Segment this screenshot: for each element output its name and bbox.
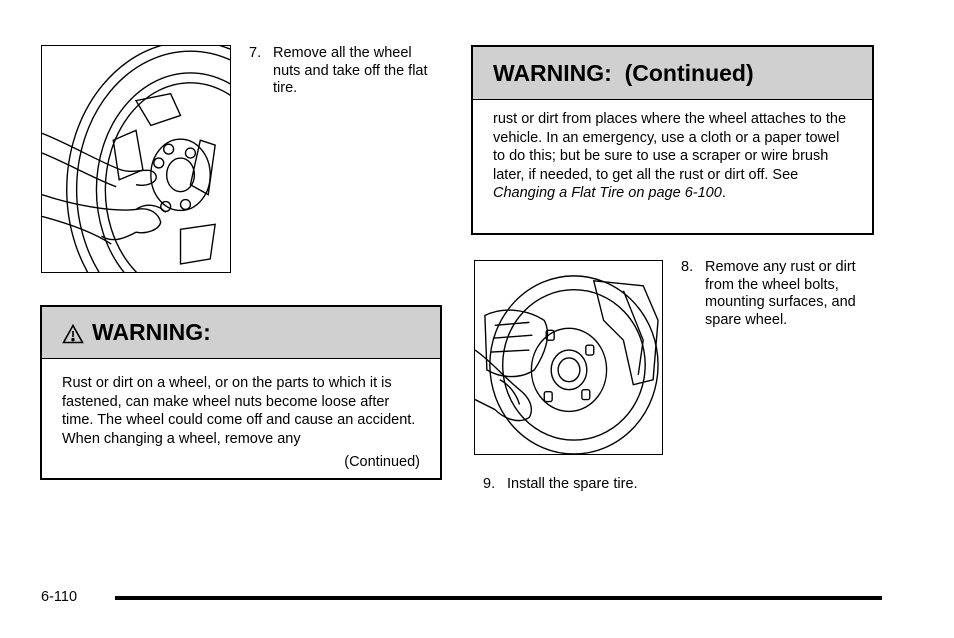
warning-continued-box	[471, 45, 874, 235]
wheel-nut-removal-illustration	[41, 45, 231, 273]
hub-cleaning-illustration	[474, 260, 663, 455]
step-7-number: 7.	[249, 45, 262, 61]
warning-box	[40, 305, 442, 480]
page-number: 6-110	[41, 589, 78, 605]
warning-continued-end: .	[721, 185, 726, 201]
warning-continued-text: rust or dirt from places where the wheel attaches to the vehicle. In an emergency, use a cloth or a paper towel to do this; but be sure to use a scraper or wire brush later, if needed, to get all the rust or dirt off. See	[493, 111, 847, 183]
step-8	[681, 259, 876, 329]
step-8-number: 8.	[681, 259, 694, 275]
footer-rule	[115, 596, 882, 600]
warning-continued: (Continued)	[344, 454, 420, 470]
warning-triangle-icon	[62, 323, 84, 343]
warning-title: WARNING:	[92, 319, 211, 345]
step-7-text: Remove all the wheel nuts and take off the flat tire.	[273, 45, 428, 96]
warning-header	[42, 307, 440, 359]
step-9	[483, 476, 683, 494]
warning-continued-body	[473, 100, 872, 203]
step-7	[249, 45, 439, 98]
warning-body: Rust or dirt on a wheel, or on the parts to which it is fastened, can make wheel nuts become loose after time. The wheel could come off and cause an accident. When changing a wheel, remove any	[62, 375, 416, 447]
cross-reference-link: Changing a Flat Tire on page 6-100	[493, 185, 722, 201]
warning-continued-title: WARNING: (Continued)	[493, 59, 754, 86]
step-9-text: Install the spare tire.	[507, 476, 638, 492]
step-8-text: Remove any rust or dirt from the wheel bolts, mounting surfaces, and spare wheel.	[705, 259, 856, 328]
warning-continued-header	[473, 47, 872, 100]
step-9-number: 9.	[483, 476, 496, 492]
